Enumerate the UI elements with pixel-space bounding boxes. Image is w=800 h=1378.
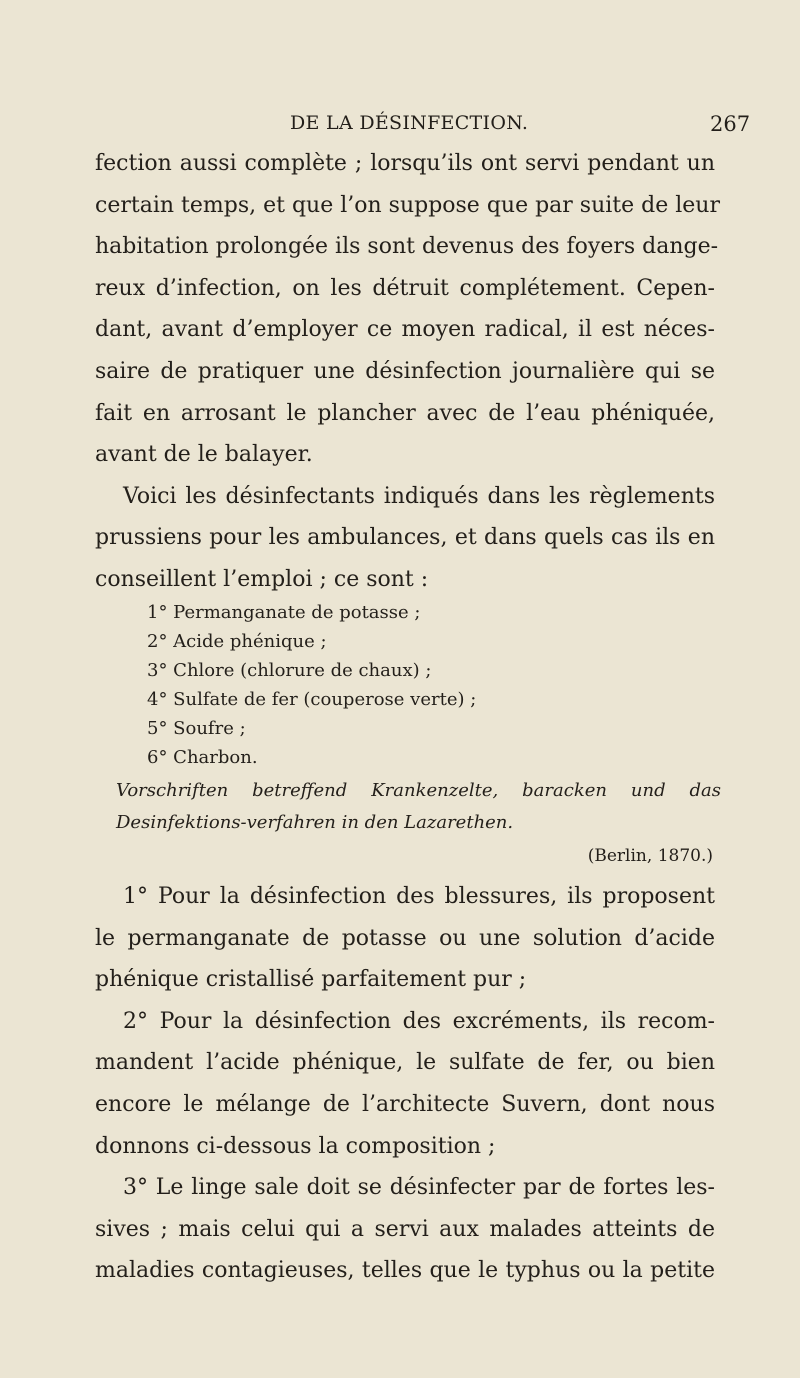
- text-line: conseillent l’emploi ; ce sont :: [95, 566, 429, 592]
- citation-title-line: Vorschriften betreffend Krankenzelte, baracken und das: [116, 780, 721, 801]
- disinfectant-list: [147, 598, 476, 772]
- text-line: fection aussi complète ; lorsqu’ils ont servi pendant un: [95, 151, 715, 176]
- list-item: 6° Charbon.: [147, 747, 258, 768]
- text-line: 3° Le linge sale doit se désinfecter par de fortes les-: [123, 1175, 715, 1201]
- page-number: 267: [710, 112, 751, 136]
- citation: [116, 775, 721, 873]
- body-text-lower: [95, 876, 715, 1292]
- list-item: 3° Chlore (chlorure de chaux) ;: [147, 660, 432, 681]
- list-item: 2° Acide phénique ;: [147, 631, 327, 652]
- text-line: encore le mélange de l’architecte Suvern, dont nous: [95, 1091, 715, 1117]
- text-line: dant, avant d’employer ce moyen radical, il est néces-: [95, 317, 715, 343]
- text-line: reux d’infection, on les détruit complétement. Cepen-: [95, 275, 715, 301]
- citation-source: (Berlin, 1870.): [587, 846, 713, 866]
- running-head: [0, 104, 800, 144]
- text-line: prussiens pour les ambulances, et dans quels cas ils en: [95, 525, 715, 551]
- text-line: habitation prolongée ils sont devenus des foyers dange-: [95, 234, 719, 260]
- text-line: 2° Pour la désinfection des excréments, ils recom-: [123, 1008, 715, 1034]
- text-line: avant de le balayer.: [95, 442, 313, 468]
- text-line: 1° Pour la désinfection des blessures, ils proposent: [123, 884, 715, 909]
- text-line: fait en arrosant le plancher avec de l’eau phéniquée,: [95, 400, 715, 426]
- text-line: le permanganate de potasse ou une solution d’acide: [95, 925, 715, 951]
- text-line: donnons ci-dessous la composition ;: [95, 1133, 496, 1159]
- running-head-title: DE LA DÉSINFECTION.: [290, 112, 529, 134]
- list-item: 1° Permanganate de potasse ;: [147, 602, 421, 623]
- citation-title-line: Desinfektions-verfahren in den Lazarethen.: [116, 812, 514, 833]
- body-text-upper: [95, 143, 720, 601]
- text-line: maladies contagieuses, telles que le typhus ou la petite: [95, 1258, 715, 1284]
- text-line: phénique cristallisé parfaitement pur ;: [95, 967, 527, 993]
- list-item: 4° Sulfate de fer (couperose verte) ;: [147, 689, 477, 710]
- text-line: Voici les désinfectants indiqués dans les règlements: [123, 483, 715, 509]
- text-line: mandent l’acide phénique, le sulfate de fer, ou bien: [95, 1050, 715, 1076]
- list-item: 5° Soufre ;: [147, 718, 246, 739]
- text-line: certain temps, et que l’on suppose que par suite de leur: [95, 192, 720, 218]
- text-line: sives ; mais celui qui a servi aux malades atteints de: [95, 1216, 715, 1242]
- text-line: saire de pratiquer une désinfection journalière qui se: [95, 358, 715, 384]
